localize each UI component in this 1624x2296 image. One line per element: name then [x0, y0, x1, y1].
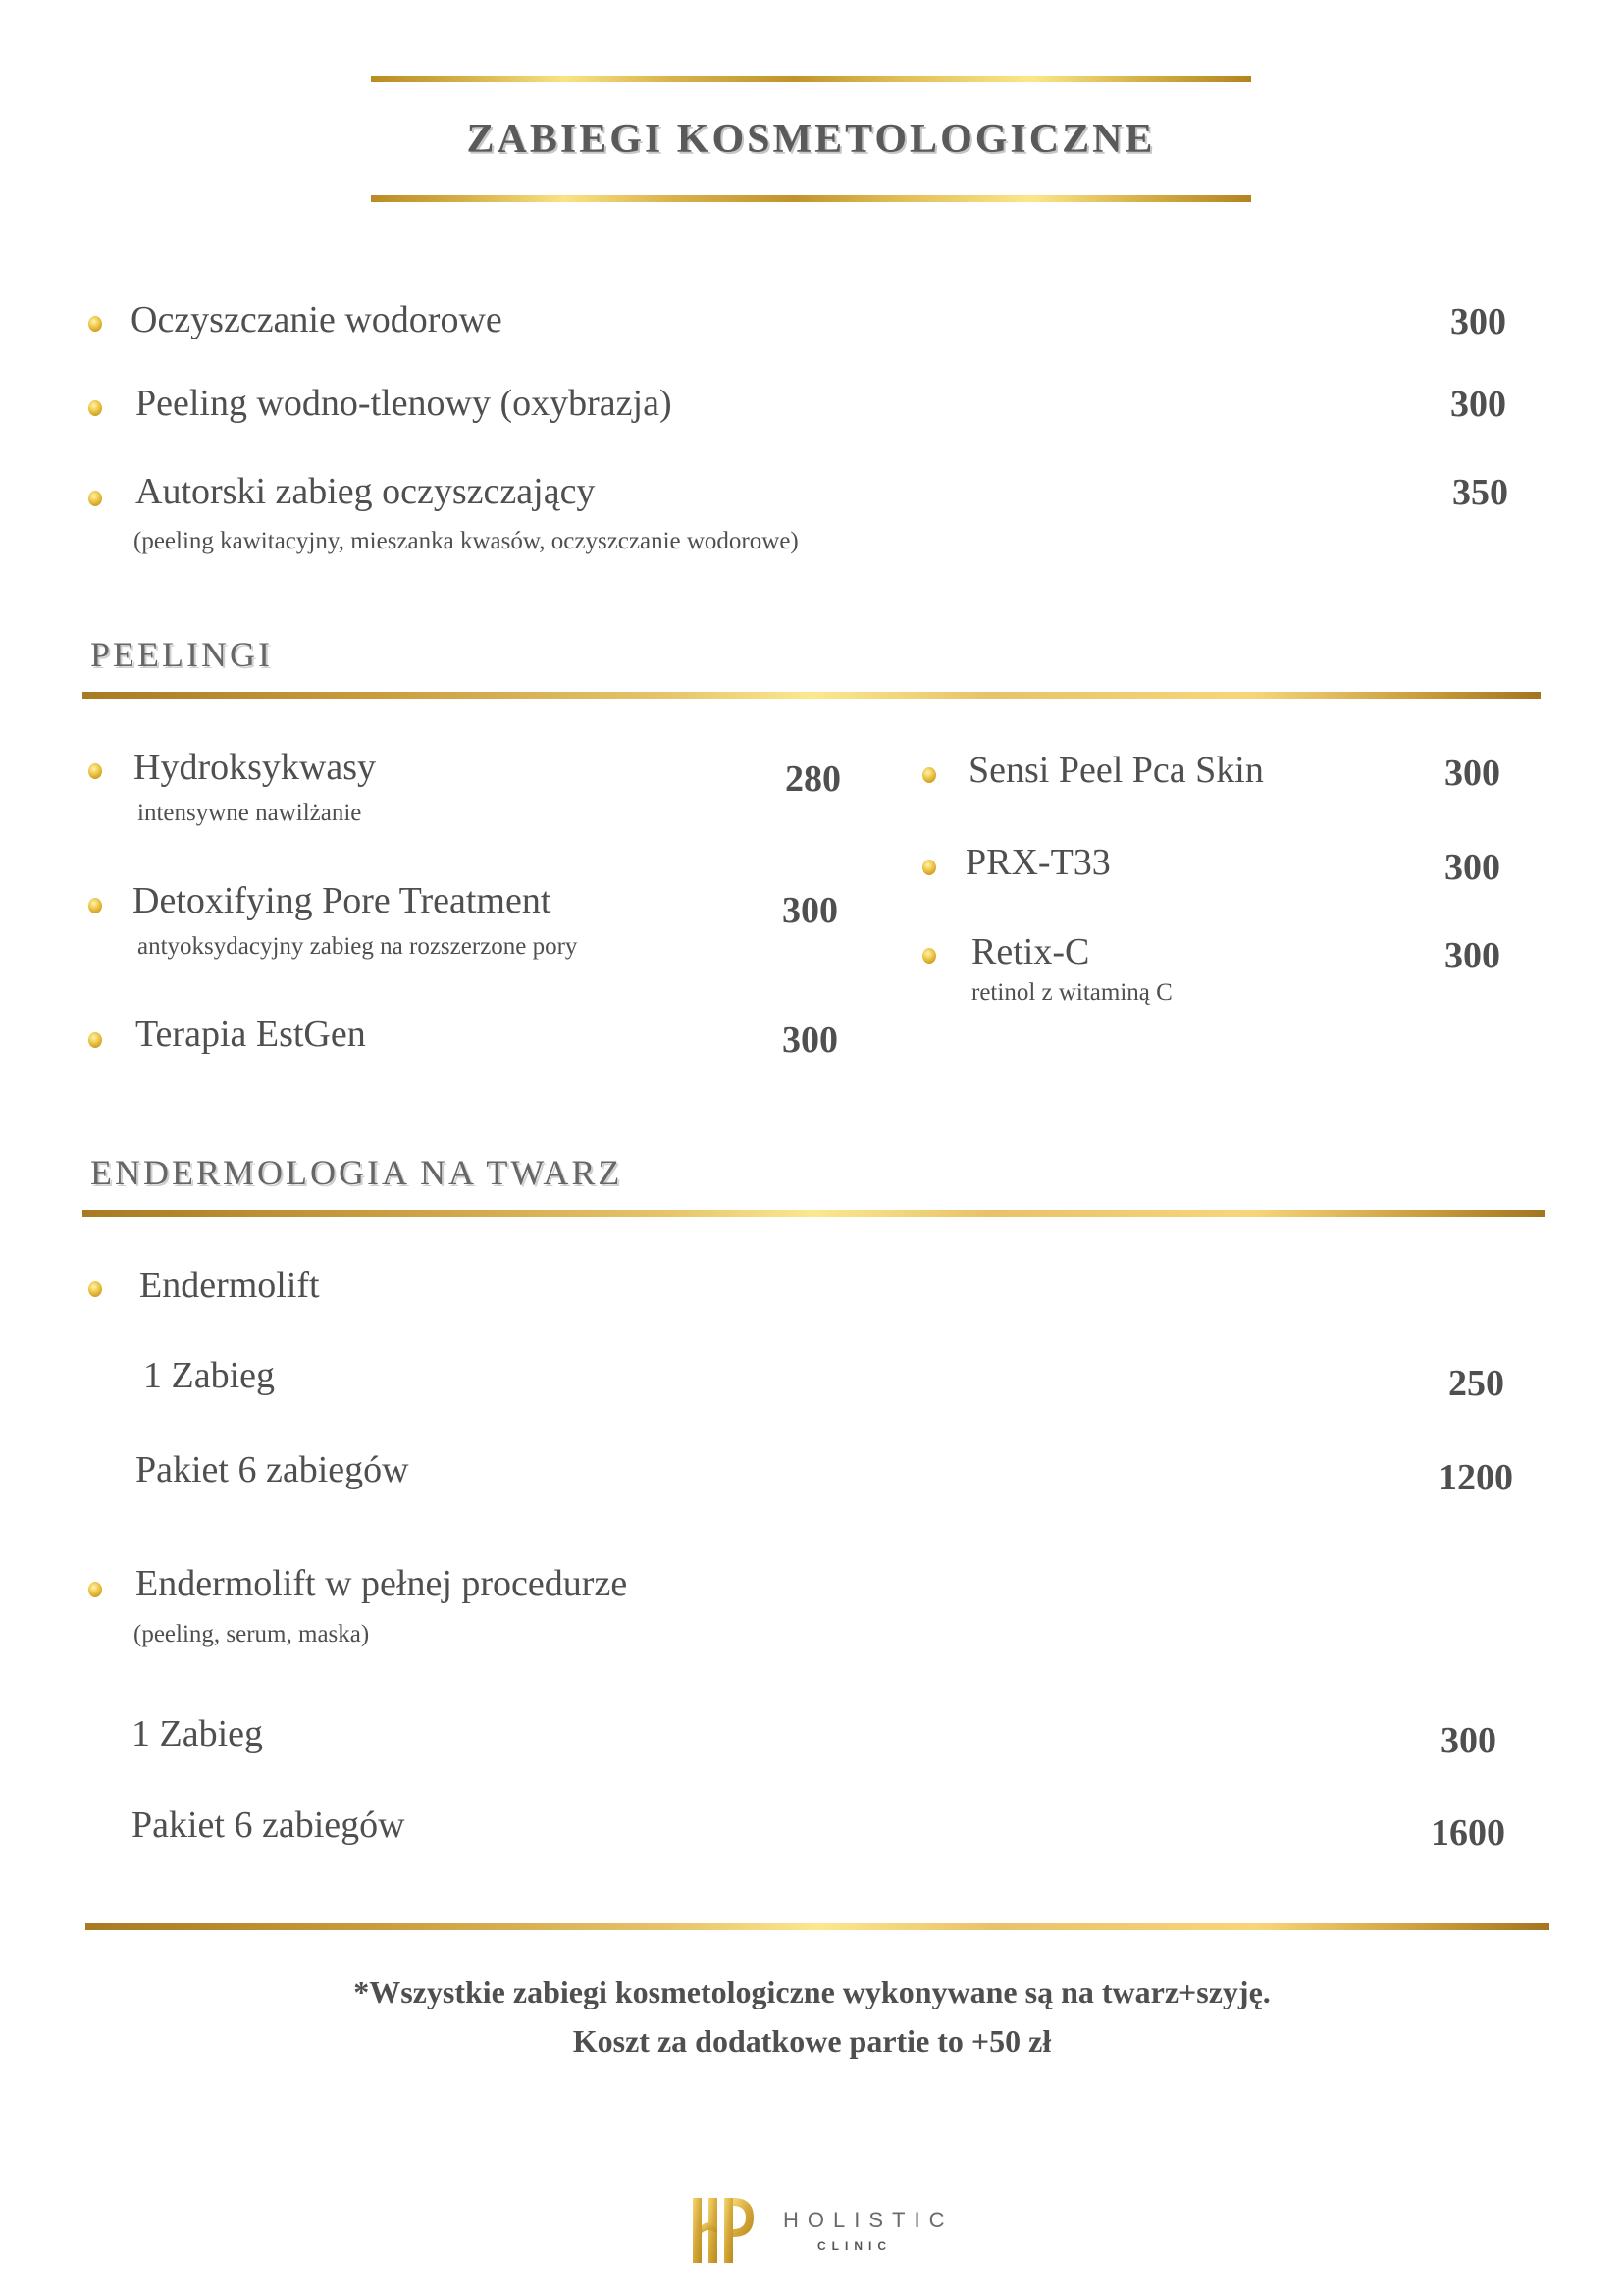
- item-description: antyoksydacyjny zabieg na rozszerzone pory: [137, 933, 578, 960]
- gold-bullet-icon: [922, 948, 936, 964]
- option-label: Pakiet 6 zabiegów: [131, 1804, 405, 1846]
- footer-note-line2: Koszt za dodatkowe partie to +50 zł: [572, 2023, 1052, 2059]
- option-label: 1 Zabieg: [143, 1355, 276, 1396]
- gold-bullet-icon: [922, 767, 936, 783]
- gold-bullet-icon: [88, 763, 102, 779]
- gold-bullet-icon: [922, 860, 936, 875]
- gold-bullet-icon: [88, 1582, 102, 1597]
- item-name: PRX-T33: [966, 842, 1111, 883]
- logo-name: HOLISTIC: [783, 2208, 954, 2232]
- hp-monogram-icon: [687, 2196, 758, 2265]
- option-price: 1200: [1439, 1457, 1513, 1498]
- option-price: 250: [1448, 1363, 1504, 1404]
- group-name: Endermolift w pełnej procedurze: [135, 1563, 628, 1604]
- group-description: (peeling, serum, maska): [133, 1621, 370, 1647]
- section-title-endermologia: ENDERMOLOGIA NA TWARZ: [90, 1153, 623, 1192]
- item-name: Detoxifying Pore Treatment: [132, 880, 551, 921]
- item-name: Oczyszczanie wodorowe: [131, 299, 502, 340]
- gold-bullet-icon: [88, 400, 102, 416]
- section-divider: [82, 692, 1541, 699]
- group-name: Endermolift: [139, 1265, 320, 1306]
- item-name: Retix-C: [971, 931, 1090, 972]
- item-price: 350: [1452, 472, 1508, 513]
- item-name: Autorski zabieg oczyszczający: [135, 471, 596, 512]
- gold-bullet-icon: [88, 1281, 102, 1297]
- section-divider: [82, 1210, 1545, 1217]
- item-price: 300: [1450, 301, 1506, 342]
- option-label: Pakiet 6 zabiegów: [135, 1449, 409, 1490]
- gold-bullet-icon: [88, 1032, 102, 1048]
- item-price: 280: [785, 758, 841, 800]
- item-price: 300: [1450, 384, 1506, 425]
- item-price: 300: [782, 890, 838, 931]
- item-description: (peeling kawitacyjny, mieszanka kwasów, oczyszczanie wodorowe): [133, 528, 799, 554]
- item-description: intensywne nawilżanie: [137, 800, 362, 826]
- gold-bullet-icon: [88, 898, 102, 913]
- gold-bullet-icon: [88, 316, 102, 332]
- option-price: 1600: [1431, 1812, 1505, 1853]
- logo-subtitle: CLINIC: [817, 2239, 892, 2253]
- item-price: 300: [782, 1019, 838, 1061]
- item-price: 300: [1444, 753, 1500, 794]
- item-name: Hydroksykwasy: [133, 747, 376, 788]
- title-bottom-divider: [371, 195, 1251, 202]
- item-name: Peeling wodno-tlenowy (oxybrazja): [135, 383, 672, 424]
- footer-divider: [85, 1923, 1549, 1930]
- item-description: retinol z witaminą C: [971, 979, 1173, 1006]
- page-title: ZABIEGI KOSMETOLOGICZNE: [466, 117, 1156, 162]
- section-title-peelingi: PEELINGI: [90, 635, 273, 674]
- holistic-clinic-logo: [687, 2196, 952, 2265]
- item-name: Sensi Peel Pca Skin: [969, 750, 1264, 791]
- title-top-divider: [371, 76, 1251, 82]
- option-price: 300: [1441, 1720, 1496, 1761]
- item-price: 300: [1444, 935, 1500, 976]
- gold-bullet-icon: [88, 491, 102, 506]
- option-label: 1 Zabieg: [131, 1713, 264, 1754]
- item-price: 300: [1444, 847, 1500, 888]
- footer-note-line1: *Wszystkie zabiegi kosmetologiczne wykonywane są na twarz+szyję.: [353, 1974, 1271, 2009]
- item-name: Terapia EstGen: [135, 1014, 366, 1055]
